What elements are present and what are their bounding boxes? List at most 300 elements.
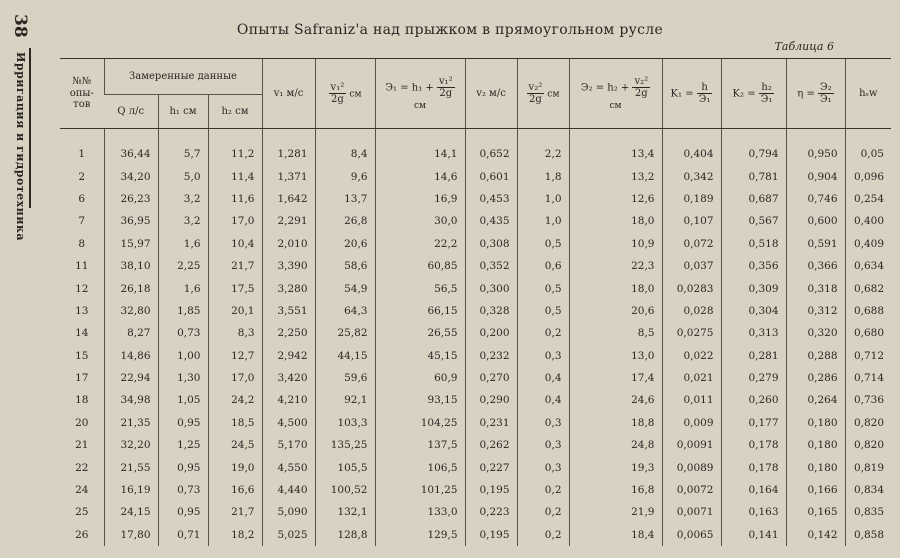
- table-cell: 0,262: [465, 434, 517, 456]
- table-cell: 132,1: [315, 501, 375, 523]
- table-cell: 0,352: [465, 255, 517, 277]
- table-cell: 0,320: [786, 322, 845, 344]
- table-row: [60, 479, 891, 501]
- table-cell: 0,2: [517, 524, 569, 546]
- table-cell: 0,328: [465, 300, 517, 322]
- table-label: Таблица 6: [774, 40, 834, 53]
- table-cell: 22: [75, 461, 89, 474]
- table-cell: 0,5: [517, 300, 569, 322]
- table-cell: 15,97: [104, 233, 158, 255]
- table-cell: 0,021: [662, 367, 721, 389]
- table-cell: 18,2: [208, 524, 262, 546]
- header-k1: [662, 59, 721, 129]
- table-cell: 21,55: [104, 456, 158, 478]
- table-cell: 56,5: [375, 277, 465, 299]
- table-cell: 2,25: [158, 255, 208, 277]
- eta-lhs: η =: [797, 88, 815, 99]
- table-cell: 0,71: [158, 524, 208, 546]
- table-cell: 17,80: [104, 524, 158, 546]
- table-cell: 1,0: [517, 210, 569, 232]
- table-cell: 137,5: [375, 434, 465, 456]
- table-row: [60, 165, 891, 187]
- table-cell: 10,4: [208, 233, 262, 255]
- table-cell: 44,15: [315, 345, 375, 367]
- table-row: [60, 210, 891, 232]
- table-cell: 11: [75, 260, 89, 273]
- table-row: [60, 434, 891, 456]
- header-h1: h₁ см: [158, 95, 208, 129]
- table-cell: 17,0: [208, 367, 262, 389]
- table-cell: 64,3: [315, 300, 375, 322]
- table-cell: 0,820: [845, 412, 891, 434]
- table-cell: 13,4: [569, 129, 662, 166]
- table-cell: 45,15: [375, 345, 465, 367]
- table-cell: 0,0275: [662, 322, 721, 344]
- table-cell: 0,254: [845, 188, 891, 210]
- e2-unit: см: [609, 100, 622, 111]
- table-cell: 0,0283: [662, 277, 721, 299]
- side-rule: [29, 48, 31, 208]
- e1-unit: см: [413, 100, 427, 111]
- table-cell: 0,819: [845, 456, 891, 478]
- table-cell: 22,94: [104, 367, 158, 389]
- table-cell: 0,009: [662, 412, 721, 434]
- table-cell: 0,714: [845, 367, 891, 389]
- e1-lhs: Э₁ = h₁ +: [385, 82, 434, 94]
- e2-lhs: Э₂ = h₂ +: [580, 82, 630, 94]
- table-cell: 21: [75, 439, 89, 452]
- header-k2: [721, 59, 786, 129]
- table-cell: 0,164: [721, 479, 786, 501]
- table-cell: 2,2: [517, 129, 569, 166]
- table-row: [60, 322, 891, 344]
- table-cell: 0,3: [517, 412, 569, 434]
- header-no: №№ опы-тов: [60, 59, 104, 129]
- table-cell: 0,281: [721, 345, 786, 367]
- table-cell: 36,44: [104, 129, 158, 166]
- table-cell: 34,98: [104, 389, 158, 411]
- table-row: [60, 300, 891, 322]
- table-cell: 26,18: [104, 277, 158, 299]
- table-cell: 0,318: [786, 277, 845, 299]
- table-cell: 2,291: [262, 210, 315, 232]
- table-cell: 3,390: [262, 255, 315, 277]
- table-cell: 24,6: [569, 389, 662, 411]
- table-cell: 0,567: [721, 210, 786, 232]
- table-cell: 0,022: [662, 345, 721, 367]
- table-cell: 0,4: [517, 389, 569, 411]
- table-cell: 0,165: [786, 501, 845, 523]
- table-cell: 0,037: [662, 255, 721, 277]
- table-row: [60, 389, 891, 411]
- table-cell: 66,15: [375, 300, 465, 322]
- table-cell: 0,834: [845, 479, 891, 501]
- table-cell: 0,404: [662, 129, 721, 166]
- table-cell: 1,281: [262, 129, 315, 166]
- table-row: [60, 188, 891, 210]
- table-cell: 0,0089: [662, 456, 721, 478]
- table-cell: 1,30: [158, 367, 208, 389]
- table-cell: 8: [78, 237, 86, 250]
- table-cell: 17,5: [208, 277, 262, 299]
- table-cell: 8,27: [104, 322, 158, 344]
- header-h2: h₂ см: [208, 95, 262, 129]
- table-cell: 24,8: [569, 434, 662, 456]
- table-cell: 2,250: [262, 322, 315, 344]
- header-measured: Замеренные данные: [104, 59, 262, 95]
- k1-lhs: K₁ =: [670, 88, 694, 99]
- table-cell: 9,6: [315, 165, 375, 187]
- table-cell: 0,3: [517, 434, 569, 456]
- table-cell: 0,435: [465, 210, 517, 232]
- eta-num: Э₂: [820, 81, 832, 93]
- table-cell: 8,5: [569, 322, 662, 344]
- table-body: [60, 129, 891, 547]
- table-cell: 0,0071: [662, 501, 721, 523]
- table-cell: 0,680: [845, 322, 891, 344]
- table-cell: 0,177: [721, 412, 786, 434]
- table-cell: 0,05: [845, 129, 891, 166]
- header-hsw: hₛw: [845, 59, 891, 129]
- table-cell: 0,3: [517, 456, 569, 478]
- eta-den: Э₁: [820, 94, 832, 105]
- table-frame: [60, 58, 884, 541]
- table-cell: 0,688: [845, 300, 891, 322]
- table-cell: 2,010: [262, 233, 315, 255]
- table-cell: 13,7: [315, 188, 375, 210]
- table-cell: 0,180: [786, 456, 845, 478]
- table-cell: 104,25: [375, 412, 465, 434]
- table-cell: 0,5: [517, 233, 569, 255]
- table-cell: 0,227: [465, 456, 517, 478]
- table-cell: 0,288: [786, 345, 845, 367]
- table-cell: 5,7: [158, 129, 208, 166]
- table-cell: 0,5: [517, 277, 569, 299]
- table-cell: 0,820: [845, 434, 891, 456]
- table-cell: 0,6: [517, 255, 569, 277]
- table-cell: 0,163: [721, 501, 786, 523]
- k1-den: Э₁: [698, 94, 711, 105]
- table-cell: 0,2: [517, 479, 569, 501]
- table-row: [60, 233, 891, 255]
- table-cell: 0,356: [721, 255, 786, 277]
- table-cell: 0,279: [721, 367, 786, 389]
- table-cell: 0,591: [786, 233, 845, 255]
- v2sq-num: v₂²: [528, 81, 543, 93]
- table-cell: 13,0: [569, 345, 662, 367]
- table-cell: 1,0: [517, 188, 569, 210]
- table-cell: 8,4: [315, 129, 375, 166]
- table-cell: 0,011: [662, 389, 721, 411]
- table-cell: 1,6: [158, 277, 208, 299]
- table-cell: 0,231: [465, 412, 517, 434]
- table-cell: 103,3: [315, 412, 375, 434]
- table-row: [60, 456, 891, 478]
- data-table: [60, 58, 891, 546]
- header-e1: [375, 59, 465, 129]
- table-cell: 18,0: [569, 277, 662, 299]
- table-cell: 0,746: [786, 188, 845, 210]
- table-row: [60, 129, 891, 166]
- table-cell: 4,500: [262, 412, 315, 434]
- table-cell: 60,9: [375, 367, 465, 389]
- header-e2: [569, 59, 662, 129]
- table-cell: 0,312: [786, 300, 845, 322]
- table-cell: 15: [75, 349, 89, 362]
- table-cell: 18,5: [208, 412, 262, 434]
- table-cell: 0,304: [721, 300, 786, 322]
- table-cell: 3,551: [262, 300, 315, 322]
- table-row: [60, 255, 891, 277]
- table-cell: 17,0: [208, 210, 262, 232]
- table-cell: 92,1: [315, 389, 375, 411]
- header-v1sq: [315, 59, 375, 129]
- table-cell: 0,189: [662, 188, 721, 210]
- v1sq-unit: см: [349, 89, 362, 99]
- table-cell: 16,19: [104, 479, 158, 501]
- table-cell: 20,6: [315, 233, 375, 255]
- table-cell: 16,6: [208, 479, 262, 501]
- e1-den: 2g: [439, 88, 453, 100]
- table-cell: 13,2: [569, 165, 662, 187]
- table-cell: 135,25: [315, 434, 375, 456]
- table-cell: 0,270: [465, 367, 517, 389]
- table-cell: 24,5: [208, 434, 262, 456]
- table-cell: 1,25: [158, 434, 208, 456]
- e2-num: v₂²: [634, 75, 649, 87]
- table-cell: 26,23: [104, 188, 158, 210]
- table-cell: 24,2: [208, 389, 262, 411]
- table-cell: 0,682: [845, 277, 891, 299]
- table-cell: 0,794: [721, 129, 786, 166]
- table-cell: 0,4: [517, 367, 569, 389]
- table-cell: 1,8: [517, 165, 569, 187]
- table-cell: 34,20: [104, 165, 158, 187]
- table-cell: 0,260: [721, 389, 786, 411]
- table-cell: 0,3: [517, 345, 569, 367]
- table-cell: 3,280: [262, 277, 315, 299]
- table-cell: 0,835: [845, 501, 891, 523]
- table-cell: 3,2: [158, 188, 208, 210]
- table-cell: 12,6: [569, 188, 662, 210]
- table-cell: 18,0: [569, 210, 662, 232]
- table-cell: 26,8: [315, 210, 375, 232]
- table-cell: 5,0: [158, 165, 208, 187]
- table-cell: 16,8: [569, 479, 662, 501]
- table-cell: 0,736: [845, 389, 891, 411]
- k2-num: h₂: [759, 82, 775, 95]
- v1sq-den: 2g: [331, 94, 344, 105]
- table-cell: 133,0: [375, 501, 465, 523]
- table-cell: 0,200: [465, 322, 517, 344]
- table-cell: 7: [78, 215, 86, 228]
- table-cell: 2: [78, 170, 86, 183]
- table-cell: 5,170: [262, 434, 315, 456]
- table-cell: 2,942: [262, 345, 315, 367]
- table-cell: 105,5: [315, 456, 375, 478]
- table-cell: 0,309: [721, 277, 786, 299]
- table-cell: 0,2: [517, 501, 569, 523]
- k2-lhs: K₂ =: [732, 88, 756, 99]
- table-cell: 60,85: [375, 255, 465, 277]
- table-cell: 0,180: [786, 412, 845, 434]
- table-cell: 18,8: [569, 412, 662, 434]
- k1-num: h: [697, 82, 713, 95]
- table-cell: 100,52: [315, 479, 375, 501]
- table-cell: 18: [75, 394, 89, 407]
- table-cell: 5,090: [262, 501, 315, 523]
- table-cell: 4,210: [262, 389, 315, 411]
- table-cell: 0,712: [845, 345, 891, 367]
- table-cell: 0,73: [158, 479, 208, 501]
- table-cell: 0,178: [721, 434, 786, 456]
- table-cell: 0,904: [786, 165, 845, 187]
- table-cell: 22,3: [569, 255, 662, 277]
- table-cell: 36,95: [104, 210, 158, 232]
- table-cell: 4,550: [262, 456, 315, 478]
- table-cell: 11,4: [208, 165, 262, 187]
- table-cell: 1,371: [262, 165, 315, 187]
- table-cell: 0,107: [662, 210, 721, 232]
- table-cell: 12: [75, 282, 89, 295]
- table-cell: 25,82: [315, 322, 375, 344]
- table-cell: 0,95: [158, 412, 208, 434]
- table-cell: 0,072: [662, 233, 721, 255]
- table-cell: 0,950: [786, 129, 845, 166]
- e1-num: v₁²: [438, 75, 453, 87]
- header-v2: v₂ м/с: [465, 59, 517, 129]
- table-cell: 0,781: [721, 165, 786, 187]
- table-cell: 0,141: [721, 524, 786, 546]
- page-title: Опыты Safraniz'a над прыжком в прямоугольном русле: [236, 22, 664, 38]
- table-cell: 30,0: [375, 210, 465, 232]
- table-cell: 14,1: [375, 129, 465, 166]
- table-cell: 38,10: [104, 255, 158, 277]
- table-cell: 32,80: [104, 300, 158, 322]
- table-cell: 0,166: [786, 479, 845, 501]
- table-cell: 0,264: [786, 389, 845, 411]
- table-cell: 3,420: [262, 367, 315, 389]
- table-cell: 0,308: [465, 233, 517, 255]
- table-cell: 21,7: [208, 501, 262, 523]
- table-cell: 5,025: [262, 524, 315, 546]
- table-cell: 0,0065: [662, 524, 721, 546]
- table-cell: 54,9: [315, 277, 375, 299]
- table-cell: 0,858: [845, 524, 891, 546]
- table-cell: 6: [78, 192, 86, 205]
- table-row: [60, 412, 891, 434]
- table-cell: 16,9: [375, 188, 465, 210]
- table-row: [60, 277, 891, 299]
- table-cell: 11,6: [208, 188, 262, 210]
- table-cell: 20: [75, 416, 89, 429]
- table-cell: 1,00: [158, 345, 208, 367]
- table-cell: 0,652: [465, 129, 517, 166]
- table-cell: 93,15: [375, 389, 465, 411]
- table-cell: 1: [78, 148, 86, 161]
- table-cell: 14,6: [375, 165, 465, 187]
- table-cell: 59,6: [315, 367, 375, 389]
- table-cell: 0,600: [786, 210, 845, 232]
- table-cell: 20,6: [569, 300, 662, 322]
- table-cell: 21,7: [208, 255, 262, 277]
- table-row: [60, 524, 891, 546]
- table-cell: 1,6: [158, 233, 208, 255]
- table-cell: 18,4: [569, 524, 662, 546]
- table-cell: 13: [75, 304, 89, 317]
- header-q: Q л/с: [104, 95, 158, 129]
- table-cell: 32,20: [104, 434, 158, 456]
- table-cell: 0,223: [465, 501, 517, 523]
- table-cell: 106,5: [375, 456, 465, 478]
- table-cell: 25: [75, 506, 89, 519]
- page-number: 38: [10, 14, 30, 38]
- table-cell: 8,3: [208, 322, 262, 344]
- table-cell: 0,73: [158, 322, 208, 344]
- table-cell: 10,9: [569, 233, 662, 255]
- table-cell: 0,453: [465, 188, 517, 210]
- table-cell: 0,232: [465, 345, 517, 367]
- table-cell: 14: [75, 327, 89, 340]
- table-cell: 0,342: [662, 165, 721, 187]
- table-cell: 1,85: [158, 300, 208, 322]
- table-cell: 0,409: [845, 233, 891, 255]
- table-cell: 0,400: [845, 210, 891, 232]
- table-cell: 0,95: [158, 501, 208, 523]
- table-row: [60, 501, 891, 523]
- table-cell: 20,1: [208, 300, 262, 322]
- table-cell: 0,366: [786, 255, 845, 277]
- running-head: Ирригация и гидротехника: [14, 52, 27, 241]
- table-cell: 0,096: [845, 165, 891, 187]
- table-cell: 0,178: [721, 456, 786, 478]
- table-cell: 22,2: [375, 233, 465, 255]
- table-cell: 17: [75, 372, 89, 385]
- table-cell: 101,25: [375, 479, 465, 501]
- table-cell: 11,2: [208, 129, 262, 166]
- table-cell: 0,687: [721, 188, 786, 210]
- table-cell: 0,518: [721, 233, 786, 255]
- table-cell: 26: [75, 528, 89, 541]
- v1sq-num: v₁²: [330, 81, 345, 93]
- header-eta: [786, 59, 845, 129]
- table-cell: 0,95: [158, 456, 208, 478]
- e2-den: 2g: [634, 88, 648, 100]
- table-cell: 26,55: [375, 322, 465, 344]
- table-cell: 0,290: [465, 389, 517, 411]
- table-cell: 19,3: [569, 456, 662, 478]
- table-cell: 0,634: [845, 255, 891, 277]
- table-cell: 21,35: [104, 412, 158, 434]
- v2sq-den: 2g: [529, 94, 542, 105]
- table-cell: 0,2: [517, 322, 569, 344]
- table-cell: 0,195: [465, 524, 517, 546]
- table-cell: 1,05: [158, 389, 208, 411]
- table-cell: 17,4: [569, 367, 662, 389]
- table-cell: 0,286: [786, 367, 845, 389]
- table-cell: 0,195: [465, 479, 517, 501]
- header-v2sq: [517, 59, 569, 129]
- table-cell: 0,0072: [662, 479, 721, 501]
- table-row: [60, 367, 891, 389]
- table-cell: 4,440: [262, 479, 315, 501]
- table-cell: 0,028: [662, 300, 721, 322]
- table-cell: 12,7: [208, 345, 262, 367]
- v2sq-unit: см: [547, 89, 560, 99]
- table-cell: 0,180: [786, 434, 845, 456]
- table-cell: 24: [75, 484, 89, 497]
- table-cell: 0,300: [465, 277, 517, 299]
